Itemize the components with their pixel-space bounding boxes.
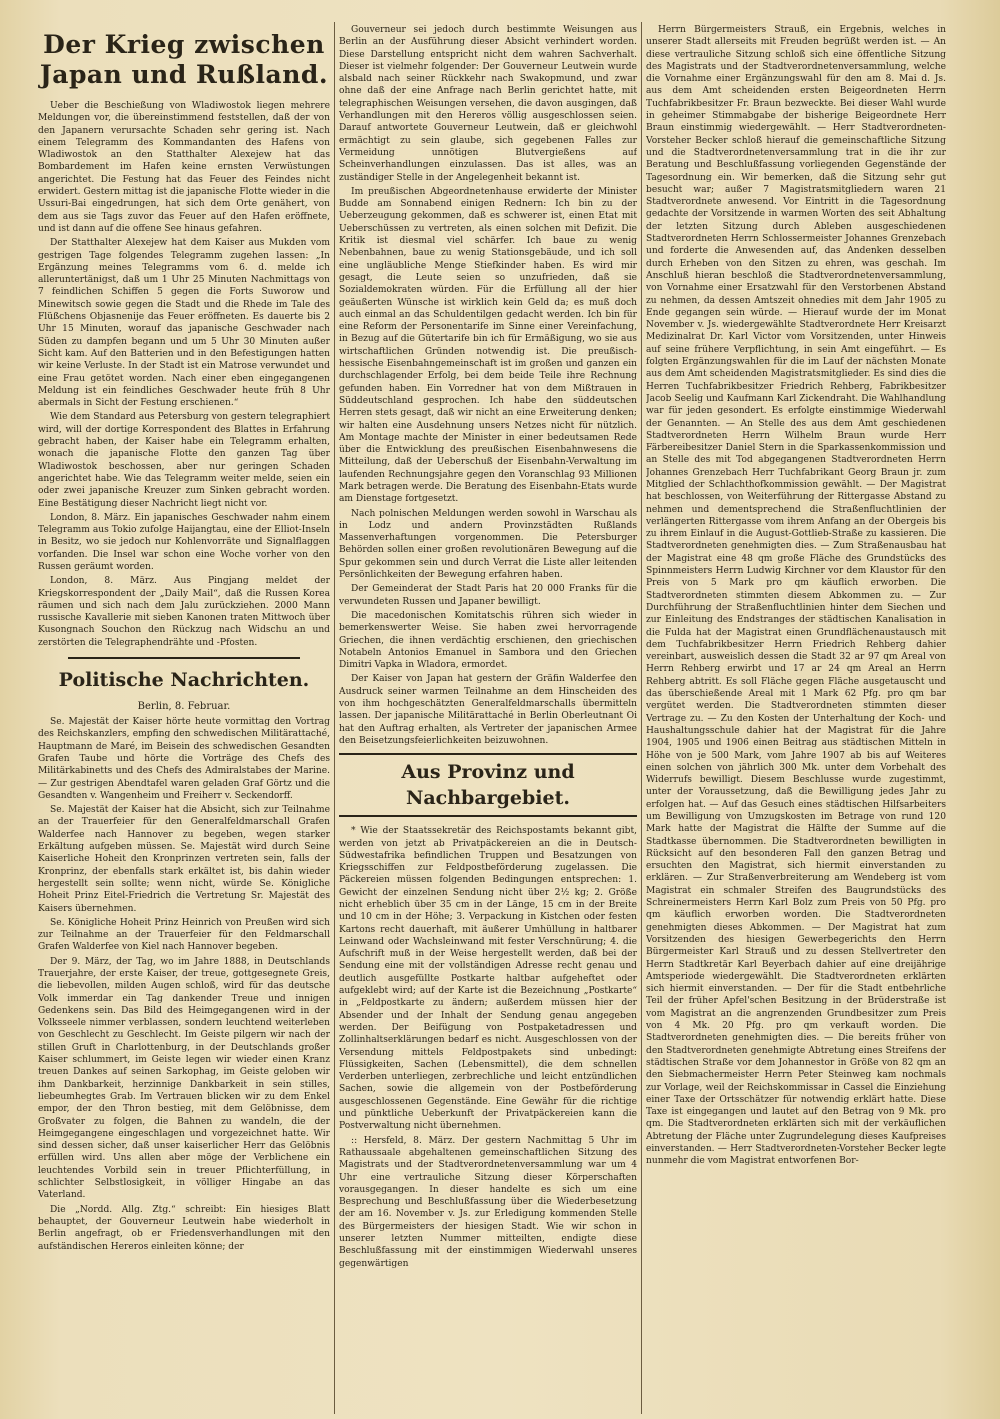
paragraph: Die macedonischen Komitatschis rühren sich wieder in bemerkenswerter Weise. Sie haben zwei hervorragende Griechen, die ihnen verdächtig erschienen, den griechischen Notabeln Antonios Emanuel in Sambora und den Griechen Dimitri Vapka in Wladora, ermordet. <box>339 610 637 671</box>
paragraph: London, 8. März. Ein japanisches Geschwader nahm einem Telegramm aus Tokio zufolge Haijangtau, eine der Elliot-Inseln in Besitz, wo sie jedoch nur Kohlenvorräte und Signalflaggen vorfanden. Die Insel war schon eine Woche vorher von den Russen geräumt worden. <box>38 512 330 572</box>
column-middle <box>339 24 637 1412</box>
column-right <box>646 24 946 1412</box>
paragraph: Der 9. März, der Tag, wo im Jahre 1888, in Deutschlands Trauerjahre, der erste Kaiser, der treue, gottgesegnete Greis, die liebevollen, milden Augen schloß, wird für das deutsche Volk immerdar ein Tag dankender Treue und innigen Gedenkens sein. Das Bild des Heimgegangenen wird in der Volksseele nimmer verblassen, sondern leuchtend weiterleben von Geschlecht zu Geschlecht. Im Geiste pilgern wir nach der stillen Gruft in Charlottenburg, in der Deutschlands großer Kaiser schlummert, im Geiste legen wir wieder einen Kranz treuen Dankes auf seinen Sarkophag, im Geiste geloben wir ihm Dankbarkeit, herzinnige Dankbarkeit in sein stilles, liebeumhegtes Grab. Im Vertrauen blicken wir zu dem Enkel empor, der den Thron bestieg, mit dem Gelöbnisse, dem Großvater zu folgen, die Bahnen zu wandeln, die der Heimgegangene eingeschlagen und vorgezeichnet hatte. Wir sind dessen sicher, daß unser kaiserlicher Herr das Gelöbnis erfüllen wird. Uns allen aber möge der Verblichene ein leuchtendes Vorbild sein in treuer Pflichterfüllung, in schlichter Selbstlosigkeit, in völliger Hingabe an das Vaterland. <box>38 956 330 1201</box>
paragraph: Herrn Bürgermeisters Strauß, ein Ergebnis, welches in unserer Stadt allerseits mit Freuden begrüßt werden ist. — An diese vertrauliche Sitzung schloß sich eine öffentliche Sitzung des Magistrats und der Stadtverordnetenversammlung, welche die Vornahme einer Ergänzungswahl für den am 8. Mai d. Js. aus dem Amt scheidenden ersten Beigeordneten Herrn Tuchfabrikbesitzer Fr. Braun bezweckte. Bei dieser Wahl wurde in geheimer Stimmabgabe der bisherige Beigeordnete Herr Braun einstimmig wiedergewählt. — Herr Stadtverordneten-Vorsteher Becker schloß hierauf die gemeinschaftliche Sitzung und die Stadtverordnetenversammlung trat in die ihr zur Beratung und Beschlußfassung vorliegenden Gegenstände der Tagesordnung ein. Wir bemerken, daß die Sitzung sehr gut besucht war; außer 7 Magistratsmitgliedern waren 21 Stadtverordnete anwesend. Vor Eintritt in die Tagesordnung gedachte der Vorsitzende in warmen Worten des seit Abhaltung der letzten Sitzung durch Ableben ausgeschiedenen Stadtverordneten Herrn Schlossermeister Johannes Grenzebach und forderte die Anwesenden auf, das Andenken desselben durch Erheben von den Sitzen zu ehren, was geschah. Im Anschluß hieran beschloß die Stadtverordnetenversammlung, von Vornahme einer Ersatzwahl für den Verstorbenen Abstand zu nehmen, da dessen Amtszeit ohnedies mit dem Jahr 1905 zu Ende gegangen sein würde. — Hierauf wurde der im Monat November v. Js. wiedergewählte Stadtverordnete Herr Kreisarzt Medizinalrat Dr. Karl Victor vom Vorsitzenden, unter Hinweis auf seine frühere Verpflichtung, in sein Amt eingeführt. — Es folgten Ergänzungswahlen für die im Lauf der nächsten Monate aus dem Amt scheidenden Magistratsmitglieder. Es sind dies die Herren Tuchfabrikbesitzer Friedrich Rehberg, Fabrikbesitzer Jacob Seelig und Kaufmann Karl Zickendraht. Die Wahlhandlung war für jeden gesondert. Es erfolgte einstimmige Wiederwahl der Genannten. — An Stelle des aus dem Amt geschiedenen Stadtverordneten Herrn Wilhelm Braun wurde Herr Färbereibesitzer Daniel Stern in die Sparkassenkommission und an Stelle des mit Tod abgegangenen Stadtverordneten Herrn Johannes Grenzebach Herr Tuchfabrikant Georg Braun jr. zum Mitglied der Schlachthofkommission gewählt. — Der Magistrat hat beschlossen, von Weiterführung der Rittergasse Abstand zu nehmen und dementsprechend die Straßenfluchtlinien der verlängerten Rittergasse vom ihrem Anfang an der Obergeis bis zu ihrem Einlauf in die August-Gottlieb-Straße zu kassieren. Die Stadtverordneten genehmigten dies. — Zum Straßenausbau hat der Magistrat eine 48 qm große Fläche des Grundstücks des Spinnmeisters Herrn Ludwig Kirchner vor dem Klaustor für den Preis von 5 Mark pro qm käuflich erworben. Die Stadtverordneten stimmten diesem Abkommen zu. — Zur Durchführung der Straßenfluchtlinien hinter dem Siechen und zur Einleitung des Endstranges der städtischen Kanalisation in die Fulda hat der Magistrat einen Grundflächenaustausch mit dem Tuchfabrikbesitzer Herrn Friedrich Rehberg dahier vereinbart, ausweislich dessen die Stadt 32 ar 97 qm Areal von Herrn Rehberg erwirbt und 17 ar 24 qm Areal an Herrn Rehberg abtritt. Es soll Fläche gegen Fläche ausgetauscht und das überschießende Areal mit 1 Mark 62 Pfg. pro qm bar vergütet werden. Die Stadtverordneten stimmten dieser Vertrage zu. — Zu den Kosten der Unterhaltung der Koch- und Haushaltungsschule dahier hat der Magistrat für die Jahre 1904, 1905 und 1906 einen Beitrag aus städtischen Mitteln in Höhe von je 500 Mark, vom Jahre 1907 ab bis auf Weiteres einen solchen von jährlich 300 Mk. unter dem Vorbehalt des Widerrufs bewilligt. Diesem Beschlusse wurde zugestimmt, unter der Voraussetzung, daß die Bewilligung jedes Jahr zu erfolgen hat. — Auf das Gesuch eines städtischen Hilfsarbeiters um Bewilligung von Umzugskosten im Betrage von rund 120 Mark hatte der Magistrat die Hälfte der Summe auf die Stadtkasse übernommen. Die Stadtverordneten bewilligten in Rücksicht auf den besonderen Fall den ganzen Betrag und ersuchten den Magistrat, sich hiermit einverstanden zu erklären. — Zur Straßenverbreiterung am Wendeberg ist vom Magistrat ein schmaler Streifen des Baugrundstücks des Schreinermeisters Herrn Karl Bolz zum Preis von 50 Pfg. pro qm käuflich erworben worden. Die Stadtverordneten genehmigten dieses Abkommen. — Der Magistrat hat zum Vorsitzenden des hiesigen Gewerbegerichts den Herrn Bürgermeister Karl Strauß und zu dessen Stellvertreter den Herrn Stadtkretär Karl Beyerbach dahier auf eine dreijährige Amtsperiode wiedergewählt. Die Stadtverordneten erklärten sich hiermit einverstanden. — Der für die Stadt entbehrliche Teil der früher Apfel'schen Besitzung in der Brüderstraße ist vom Magistrat an die angrenzenden Grundbesitzer zum Preis von 4 Mk. 20 Pfg. pro qm verkauft worden. Die Stadtverordneten genehmigten dies. — Die bereits früher von den Stadtverordneten genehmigte Abtretung eines Streifens der städtischen Straße vor dem Johannestor in Größe von 82 qm an den Siebmachermeister Herrn Peter Steinweg kam nochmals zur Vorlage, weil der Reichskommissar in Cassel die Einziehung einer Taxe der Ortsschätzer für notwendig erklärt hatte. Diese Taxe ist eingegangen und lautet auf den Betrag von 9 Mk. pro qm. Die Stadtverordneten erklärten sich mit der verkäuflichen Abtretung der Fläche unter Zugrundelegung dieses Kaufpreises einverstanden. — Herr Stadtverordneten-Vorsteher Becker legte nunmehr die vom Magistrat entworfenen Bor- <box>646 25 946 1167</box>
paragraph: Im preußischen Abgeordnetenhause erwiderte der Minister Budde am Sonnabend einigen Rednern: Ich bin zu der Ueberzeugung gekommen, daß es schwerer ist, einen Etat mit Ueberschüssen zu vertreten, als einen solchen mit Defizit. Die Kritik ist diesmal viel schärfer. Ich baue zu wenig Nebenbahnen, baue zu wenig Stationsgebäude, und ich soll eine ungläubliche Menge Stiefkinder haben. Es wird mir gesagt, die Leute seien so unzufrieden, daß sie Sozialdemokraten würden. Für die Erfüllung all der hier geäußerten Wünsche ist wirklich kein Geld da; es muß doch auch einmal an das Schuldentilgen gedacht werden. Ich bin für eine Reform der Personentarife im Sinne einer Vereinfachung, in Bezug auf die Gütertarife bin ich für Ermäßigung, wo sie aus wirtschaftlichen Gründen notwendig ist. Die preußisch-hessische Eisenbahngemeinschaft ist im großen und ganzen ein durchschlagender Erfolg, bei dem beide Teile ihre Rechnung gefunden haben. Ein Vorredner hat von dem Mißtrauen in Süddeutschland gesprochen. Ich habe den süddeutschen Herren stets gesagt, daß wir nicht an eine Erweiterung denken; wir halten eine Ausdehnung unsers Netzes nicht für nützlich. Am Montage machte der Minister in einer bedeutsamen Rede über die Entwicklung des preußischen Eisenbahnwesens die Mitteilung, daß der Ueberschuß der Eisenbahn-Verwaltung im laufenden Rechnungsjahre gegen den Voranschlag 93 Millionen Mark betragen werde. Die Beratung des Eisenbahn-Etats wurde am Dienstage fortgesetzt. <box>339 186 637 505</box>
paragraph: Se. Majestät der Kaiser hat die Absicht, sich zur Teilnahme an der Trauerfeier für den Generalfeldmarschall Grafen Walderfee nach Hannover zu begeben, wegen starker Erkältung aufgeben müssen. Se. Majestät wird durch Seine Kaiserliche Hoheit den Kronprinzen vertreten sein, falls der Kronprinz, der ebenfalls stark erkältet ist, bis dahin wieder hergestellt sein sollte; wenn nicht, würde Se. Königliche Hoheit Prinz Eitel-Friedrich die Vertretung Sr. Majestät des Kaisers übernehmen. <box>38 805 330 914</box>
war-headline: Der Krieg zwischen Japan und Rußland. <box>39 30 329 89</box>
paragraph: Der Gemeinderat der Stadt Paris hat 20 000 Franks für die verwundeten Russen und Japaner bewilligt. <box>339 584 637 607</box>
hersfeld-article-continued <box>646 24 946 1168</box>
politics-article <box>38 716 330 1253</box>
politics-continued <box>339 24 637 747</box>
paragraph: Se. Königliche Hoheit Prinz Heinrich von Preußen wird sich zur Teilnahme an der Trauerfeier für den Feldmarschall Grafen Walderfee von Kiel nach Hannover begeben. <box>38 917 330 953</box>
paragraph: London, 8. März. Aus Pingjang meldet der Kriegskorrespondent der „Daily Mail“, daß die Russen Korea räumen und sich nach dem Jalu zurückziehen. 2000 Mann russische Kavallerie mit sieben Kanonen traten Mittwoch über Kusongnach Souchon den Rückzug nach Widschu an und zerstörten die Telegraphendrähte und -Pfosten. <box>38 576 330 648</box>
paragraph: Die „Nordd. Allg. Ztg.“ schreibt: Ein hiesiges Blatt behauptet, der Gouverneur Leutwein habe wiederholt in Berlin angefragt, ob er Friedensverhandlungen mit den aufständischen Hereros einleiten könne; der <box>38 1204 330 1252</box>
paragraph: Ueber die Beschießung von Wladiwostok liegen mehrere Meldungen vor, die übereinstimmend feststellen, daß der von den Japanern verursachte Schaden sehr gering ist. Nach einem Telegramm des Kommandanten des Hafens von Wladiwostok an den Statthalter Alexejew hat das Bombardement im Hafen keine ernsten Verwüstungen angerichtet. Die Festung hat das Feuer des Feindes nicht erwidert. Gestern mittag ist die japanische Flotte wieder in die Ussuri-Bai eingedrungen, hat sich dem Orte genähert, von dem aus sie Tags zuvor das Feuer auf den Hafen eröffnete, und ist dann auf die offene See hinaus gefahren. <box>38 101 330 234</box>
war-article <box>38 100 330 649</box>
paragraph: Gouverneur sei jedoch durch bestimmte Weisungen aus Berlin an der Ausführung dieser Absicht verhindert worden. Diese Darstellung entspricht nicht dem wahren Sachverhalt. Dieser ist vielmehr folgender: Der Gouverneur Leutwein wurde alsbald nach seiner Rückkehr nach Swakopmund, und zwar ohne daß der eine Anfrage nach Berlin gerichtet hatte, mit telegraphischen Weisungen versehen, die davon ausgingen, daß Verhandlungen mit den Hereros völlig ausgeschlossen seien. Darauf antwortete Gouverneur Leutwein, daß er gleichwohl ermächtigt zu sein glaube, sich gegebenen Falles zur Vermeidung unnötigen Blutvergießens auf Scheinverhandlungen einzulassen. Das ist alles, was an zuständiger Stelle in der Angelegenheit bekannt ist. <box>339 25 637 183</box>
politics-heading: Politische Nachrichten. <box>58 669 310 692</box>
province-heading: Aus Provinz und Nachbargebiet. <box>339 753 637 817</box>
paragraph: Wie dem Standard aus Petersburg von gestern telegraphiert wird, will der dortige Korrespondent des Blattes in Erfahrung gebracht haben, der Kaiser habe ein Telegramm erhalten, wonach die japanische Flotte den ganzen Tag über Wladiwostok beschossen, aber nur geringen Schaden angerichtet habe. Wie das Telegramm weiter melde, seien ein oder zwei japanische Kreuzer zum Sinken gebracht worden. Eine Bestätigung dieser Nachricht liegt nicht vor. <box>38 412 330 509</box>
paragraph: :: Hersfeld, 8. März. Der gestern Nachmittag 5 Uhr im Rathaussaale abgehaltenen gemeinschaftlichen Sitzung des Magistrats und der Stadtverordnetenversammlung war um 4 Uhr eine vertrauliche Sitzung dieser Körperschaften vorausgegangen. In dieser handelte es sich um eine Besprechung und Beschlußfassung über die Wiederbesetzung der am 16. November v. Js. zur Erledigung kommenden Stelle des Bürgermeisters der hiesigen Stadt. Wie wir schon in unserer letzten Nummer mitteilten, endigte diese Beschlußfassung mit der einstimmigen Wiederwahl unseres gegenwärtigen <box>339 1135 637 1269</box>
paragraph: * Wie der Staatssekretär des Reichspostamts bekannt gibt, werden von jetzt ab Privatpäckereien an die in Deutsch-Südwestafrika befindlichen Truppen und Besatzungen von Kriegsschiffen zur Feldpostbeförderung zugelassen. Die Päckereien müssen folgenden Bedingungen entsprechen: 1. Gewicht der einzelnen Sendung nicht über 2½ kg; 2. Größe nicht erheblich über 35 cm in der Länge, 15 cm in der Breite und 10 cm in der Höhe; 3. Verpackung in Kistchen oder festen Kartons recht dauerhaft, mit äußerer Umhüllung in haltbarer Leinwand oder Wachsleinwand mit fester Verschnürung; 4. die Aufschrift muß in der Weise hergestellt werden, daß bei der Sendung eine mit der vollständigen Adresse recht genau und deutlich ausgefüllte Postkarte haltbar aufgeheftet oder aufgeklebt wird; auf der Karte ist die Bezeichnung „Postkarte“ in „Feldpostkarte zu ändern; außerdem müssen hier der Absender und der Inhalt der Sendung genau angegeben werden. Der Beifügung von Postpaketadressen und Zollinhaltserklärungen bedarf es nicht. Ausgeschlossen von der Versendung mittels Feldpostpakets sind unbedingt: Flüssigkeiten, Sachen (Lebensmittel), die dem schnellen Verderben unterliegen, zerbrechliche und leicht entzündlichen Sachen, sowie die allgemein von der Postbeförderung ausgeschlossenen Gegenstände. Eine Gewähr für die richtige und pünktliche Ueberkunft der Privatpäckereien kann die Postverwaltung nicht übernehmen. <box>339 826 637 1132</box>
column-rule <box>641 22 642 1414</box>
dateline: Berlin, 8. Februar. <box>137 701 231 713</box>
paragraph: Der Statthalter Alexejew hat dem Kaiser aus Mukden vom gestrigen Tage folgendes Telegramm zugehen lassen: „In Ergänzung meines Telegramms vom 6. d. melde ich alleruntertänigst, daß um 1 Uhr 25 Minuten Nachmittags von 7 feindlichen Schiffen 5 gegen die Forts Suworow und Minewitsch sowie gegen die Stadt und die Rhede im Tale des Flüßchens Objasnenije das Feuer eröffneten. Es dauerte bis 2 Uhr 15 Minuten, worauf das japanische Geschwader nach Süden zu dampfen begann und um 5 Uhr 30 Minuten außer Sicht kam. Auf den Batterien und in den Befestigungen hatten wir keine Verluste. In der Stadt ist ein Matrose verwundet und eine Frau getötet worden. Nach einer eben eingegangenen Meldung ist ein feindliches Geschwader heute früh 8 Uhr abermals in Sicht der Festung erschienen.“ <box>38 238 330 409</box>
paragraph: Se. Majestät der Kaiser hörte heute vormittag den Vortrag des Reichskanzlers, empfing den schwedischen Militärattaché, Hauptmann de Maré, im Beisein des schwedischen Gesandten Grafen Taube und hörte die Vorträge des Chefs des Militärkabinetts und des Chefs des Admiralstabes der Marine. — Zur gestrigen Abendtafel waren geladen Graf Görtz und die Gesandten v. Wangenheim und Freiherr v. Seckendorff. <box>38 717 330 801</box>
province-article <box>339 825 637 1270</box>
column-left <box>38 24 330 1412</box>
section-divider <box>68 657 300 659</box>
paragraph: Nach polnischen Meldungen werden sowohl in Warschau als in Lodz und andern Provinzstädten Rußlands Massenverhaftungen vorgenommen. Die Petersburger Behörden sollen einer großen revolutionären Bewegung auf die Spur gekommen sein und durch Verrat die Liste aller leitenden Persönlichkeiten der Bewegung erfahren haben. <box>339 508 637 581</box>
column-rule <box>334 22 335 1414</box>
paragraph: Der Kaiser von Japan hat gestern der Gräfin Walderfee den Ausdruck seiner warmen Teilnahme an dem Hinscheiden des von ihm hochgeschätzten Generalfeldmarschalls übermitteln lassen. Der japanische Militärattaché in Berlin Oberleutnant Oi hat den Auftrag erhalten, als Vertreter der japanischen Armee den Beisetzungsfeierlichkeiten beizuwohnen. <box>339 674 637 746</box>
